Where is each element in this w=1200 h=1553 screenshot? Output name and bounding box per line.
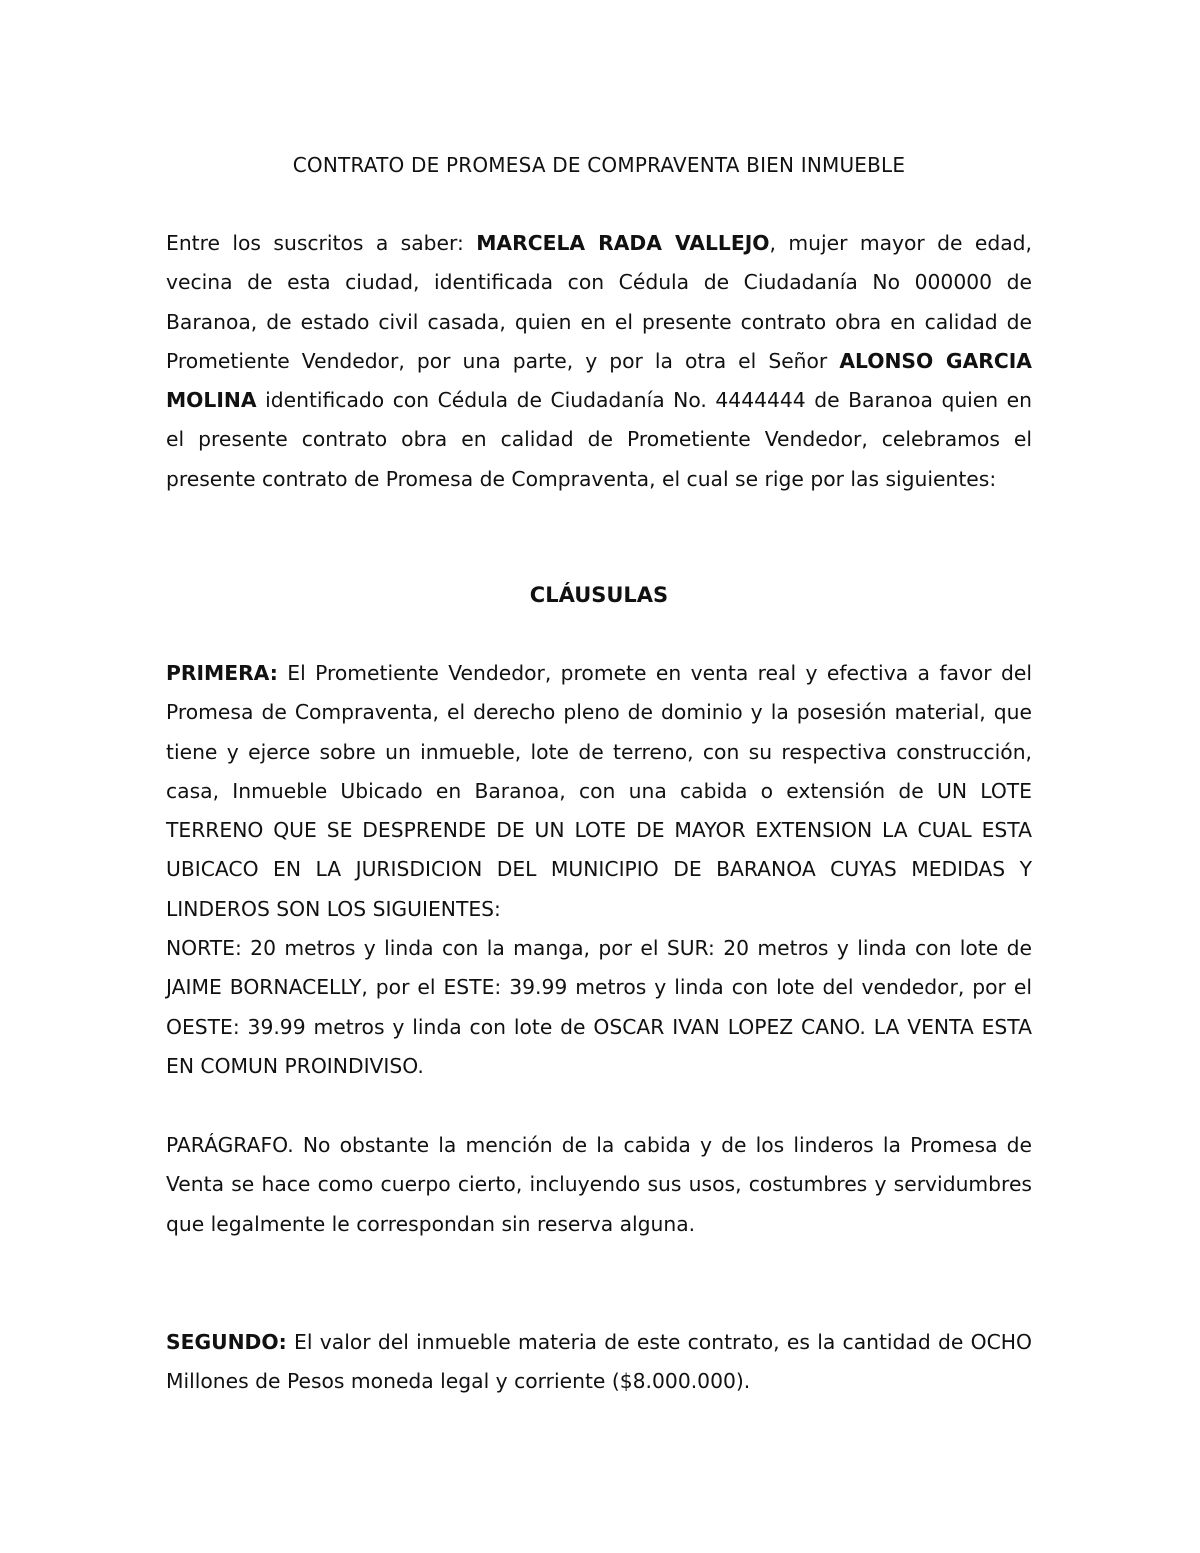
linderos-paragraph: NORTE: 20 metros y linda con la manga, por el SUR: 20 metros y linda con lote de JAIME BORNACELLY, por el ESTE: 39.99 metros y linda con lote del vendedor, por el OESTE: 39.99 metros y linda con lote de OSCAR IVAN LOPEZ CANO. LA VENTA ESTA EN COMUN PROINDIVISO. [166, 936, 1032, 1078]
intro-paragraph [166, 224, 1032, 499]
clause-segundo-text: El valor del inmueble materia de este contrato, es la cantidad de OCHO Millones de Pesos moneda legal y corriente ($8.000.000). [166, 1330, 1032, 1394]
clause-segundo-label: SEGUNDO: [166, 1330, 287, 1354]
clause-primera-text: El Prometiente Vendedor, promete en venta real y efectiva a favor del Promesa de Compraventa, el derecho pleno de dominio y la posesión material, que tiene y ejerce sobre un inmueble, lote de terreno, con su respectiva construcción, casa, Inmueble Ubicado en Baranoa, con una cabida o extensión de UN LOTE TERRENO QUE SE DESPRENDE DE UN LOTE DE MAYOR EXTENSION LA CUAL ESTA UBICACO EN LA JURISDICION DEL MUNICIPIO DE BARANOA CUYAS MEDIDAS Y LINDEROS SON LOS SIGUIENTES: [166, 661, 1032, 921]
document-title: CONTRATO DE PROMESA DE COMPRAVENTA BIEN INMUEBLE [292, 153, 906, 177]
buyer-name: ALONSO GARCIA MOLINA [166, 348, 1033, 413]
intro-text-3: identificado con Cédula de Ciudadanía No. 4444444 de Baranoa quien en el presente contrato obra en calidad de Prometiente Vendedor, celebramos el presente contrato de Promesa de Compraventa, el cual se rige por las siguientes: [166, 388, 1032, 491]
clause-segundo [166, 1323, 1032, 1402]
paragrafo-paragraph: PARÁGRAFO. No obstante la mención de la cabida y de los linderos la Promesa de Venta se hace como cuerpo cierto, incluyendo sus usos, costumbres y servidumbres que legalmente le correspondan sin reserva alguna. [166, 1133, 1032, 1236]
clause-primera-label: PRIMERA: [166, 661, 278, 685]
clause-primera [166, 654, 1032, 929]
seller-name: MARCELA RADA VALLEJO [476, 231, 770, 255]
intro-text-1: Entre los suscritos a saber: [166, 231, 477, 255]
intro-text-2: , mujer mayor de edad, vecina de esta ciudad, identificada con Cédula de Ciudadanía No 000000 de Baranoa, de estado civil casada, quien en el presente contrato obra en calidad de Prometiente Vendedor, por una parte, y por la otra el Señor [166, 231, 1033, 373]
clauses-heading: CLÁUSULAS [529, 583, 669, 607]
